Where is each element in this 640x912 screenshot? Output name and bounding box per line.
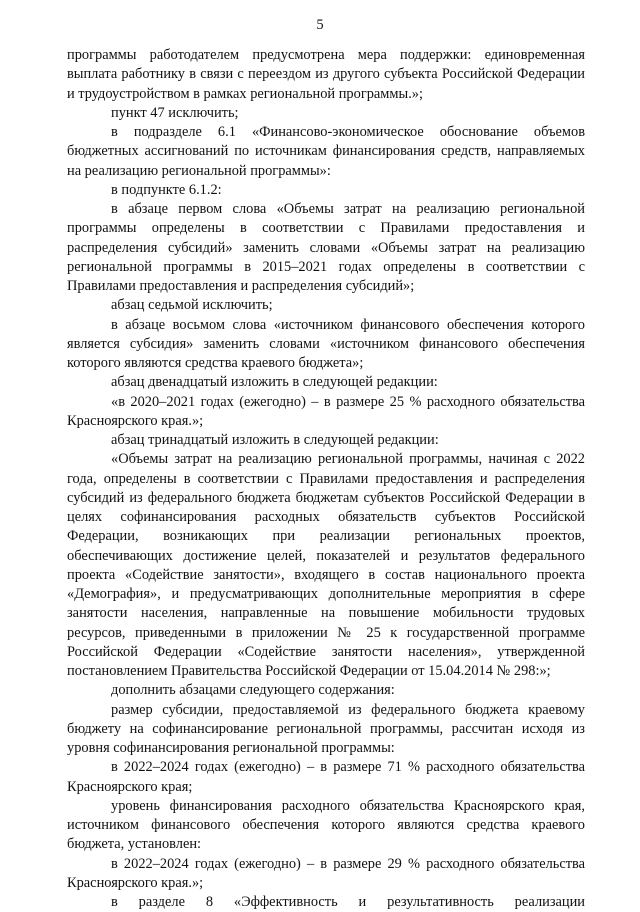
document-body bbox=[67, 46, 585, 912]
paragraph-section-8: в разделе 8 «Эффективность и результативность реализации bbox=[111, 894, 585, 910]
paragraph-twelfth-text: «в 2020–2021 годах (ежегодно) – в размере 25 % расходного обязательства Красноярского края.»; bbox=[67, 393, 585, 429]
paragraph-thirteenth-text: «Объемы затрат на реализацию региональной программы, начиная с 2022 года, определены в соответствии с Правилами предоставления и распределения субсидий из федерального бюджета бюджетам субъектов Российской Федерации в целях софинансирования расходных обязательств субъектов Российской Федерации, возникающих при реализации региональных проектов, обеспечивающих достижение целей, показателей и результатов федерального проекта «Содействие занятости», входящего в состав национального проекта «Демография», и предусматривающих дополнительные мероприятия в сфере занятости населения, направленные на повышение мобильности трудовых ресурсов, приведенными в приложении № 25 к государственной программе Российской Федерации «Содействие занятости населения», утвержденной постановлением Правительства Российской Федерации от 15.04.2014 № 298:»; bbox=[67, 451, 585, 679]
paragraph-2022-2024-29: в 2022–2024 годах (ежегодно) – в размере 29 % расходного обязательства Красноярского края.»; bbox=[67, 855, 585, 891]
paragraph-twelfth-abzac: абзац двенадцатый изложить в следующей редакции: bbox=[111, 374, 438, 391]
paragraph-subsidy-size: размер субсидии, предоставляемой из федерального бюджета краевому бюджету на софинансирование региональной программы, рассчитан исходя из уровня софинансирования региональной программы: bbox=[67, 701, 585, 756]
paragraph-item-47: пункт 47 исключить; bbox=[111, 104, 239, 121]
page-number: 5 bbox=[316, 17, 324, 33]
paragraph-subitem-6-1-2: в подпункте 6.1.2: bbox=[111, 181, 222, 198]
paragraph-first-abzac: в абзаце первом слова «Объемы затрат на реализацию региональной программы определены в соответствии с Правилами предоставления и распределения субсидий» заменить словами «Объемы затрат на реализацию региональной программы в 2015–2021 годах определены в соответствии с Правилами предоставления и распределения субсидий»; bbox=[67, 201, 585, 294]
paragraph-supplement: дополнить абзацами следующего содержания: bbox=[111, 682, 395, 699]
paragraph-eighth-abzac: в абзаце восьмом слова «источником финансового обеспечения которого является субсидия» заменить словами «источником финансового обеспечения которого являются средства краевого бюджета»; bbox=[67, 316, 585, 371]
paragraph-thirteenth-abzac: абзац тринадцатый изложить в следующей редакции: bbox=[111, 432, 439, 448]
paragraph-seventh-abzac: абзац седьмой исключить; bbox=[111, 297, 273, 314]
paragraph-continuation: программы работодателем предусмотрена мера поддержки: единовременная выплата работнику в связи с переездом из другого субъекта Российской Федерации и трудоустройством в рамках региональной программы.»; bbox=[67, 47, 585, 102]
paragraph-financing-level: уровень финансирования расходного обязательства Красноярского края, источником финансового обеспечения которого являются средства краевого бюджета, установлен: bbox=[67, 797, 585, 853]
paragraph-2022-2024-71: в 2022–2024 годах (ежегодно) – в размере 71 % расходного обязательства Красноярского края; bbox=[67, 759, 585, 795]
paragraph-subsection-6-1: в подразделе 6.1 «Финансово-экономическое обоснование объемов бюджетных ассигнований по источникам финансирования средств, направляемых на реализацию региональной программы»: bbox=[67, 124, 585, 179]
